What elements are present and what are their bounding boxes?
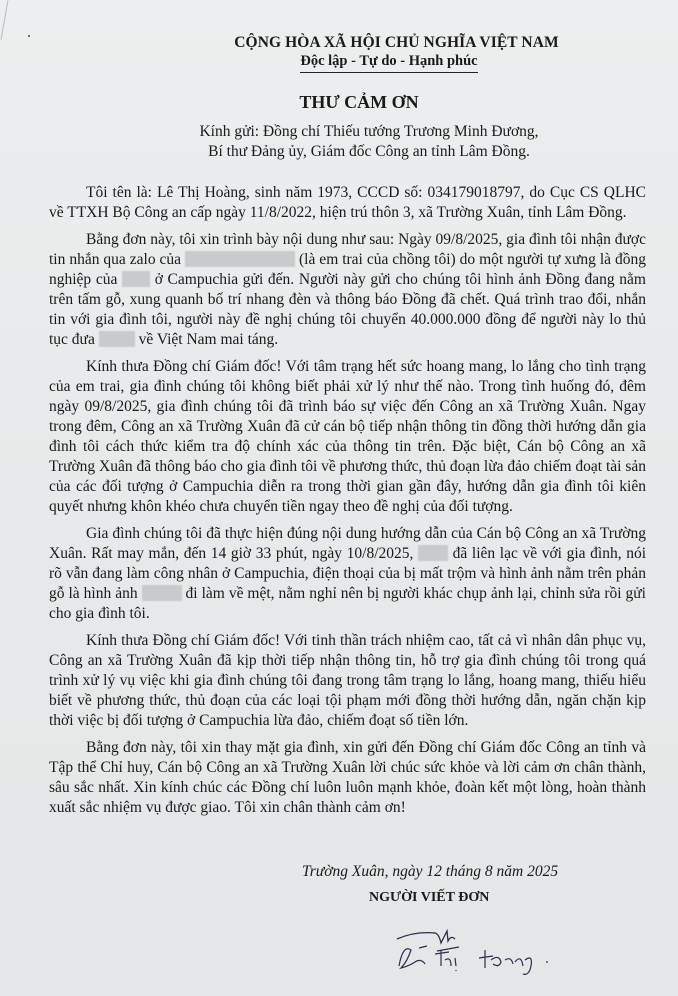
- handwritten-name-icon: [395, 940, 555, 980]
- letter-title: THƯ CẢM ƠN: [299, 92, 419, 112]
- redacted-name: [185, 251, 295, 267]
- paragraph-report: Kính thưa Đồng chí Giám đốc! Với tâm trạng hết sức hoang mang, lo lắng cho tình trạng của em trai, gia đình chúng tôi không biết phải xử lý như thế nào. Trong tình huống đó, đêm ngày 09/8/2025, gia đình chúng tôi đã trình báo sự việc đến Công an xã Trường Xuân. Ngay trong đêm, Công an xã Trường Xuân đã cử cán bộ tiếp nhận thông tin đồng thời hướng dẫn gia đình tôi cách thức kiểm tra độ chính xác của thông tin trên. Đặc biệt, Cán bộ Công an xã Trường Xuân đã thông báo cho gia đình tôi về phương thức, thủ đoạn lừa đảo chiếm đoạt tài sản của các đối tượng ở Campuchia diễn ra trong thời gian gần đây, hướng dẫn gia đình tôi kiên quyết nhưng khôn khéo chưa chuyển tiền ngay theo đề nghị của đối tượng.: [49, 358, 646, 515]
- nation-header: CỘNG HÒA XÃ HỘI CHỦ NGHĨA VIỆT NAM: [234, 34, 559, 51]
- paragraph-intro: Tôi tên là: Lê Thị Hoàng, sinh năm 1973, CCCD số: 034179018797, do Cục CS QLHC về TTXH Bộ Công an cấp ngày 11/8/2022, hiện trú thôn 3, xã Trường Xuân, tỉnh Lâm Đồng.: [49, 184, 646, 221]
- paragraph-text: đi làm về mệt, nằm nghỉ nên bị người khác chụp ảnh lại, chỉnh sửa rồi gửi cho gia đình tôi.: [49, 585, 646, 622]
- paragraph-incident: [49, 230, 646, 350]
- motto-text: Độc lập - Tự do - Hạnh phúc: [300, 53, 477, 73]
- motto: [0, 52, 678, 70]
- paragraph-outcome: [49, 524, 646, 624]
- paragraph-thanks: Bằng đơn này, tôi xin thay mặt gia đình, xin gửi đến Đồng chí Giám đốc Công an tỉnh và Tập thể Chỉ huy, Cán bộ Công an xã Trường Xuân lời chúc sức khỏe và lời cảm ơn chân thành, sâu sắc nhất. Xin kính chúc các Đồng chí luôn luôn mạnh khỏe, đoàn kết một lòng, hoàn thành xuất sắc nhiệm vụ được giao. Tôi xin chân thành cảm ơn!: [49, 739, 646, 816]
- paragraph-text: về Việt Nam mai táng.: [134, 331, 279, 348]
- letter-body: [49, 183, 646, 825]
- redacted-name: [418, 545, 448, 561]
- recipient-line-1: Kính gửi: Đồng chí Thiếu tướng Trương Minh Đương,: [199, 123, 539, 140]
- redacted-name: [142, 585, 182, 601]
- date-line: Trường Xuân, ngày 12 tháng 8 năm 2025: [302, 863, 559, 880]
- letter-header: [0, 33, 678, 70]
- paragraph-praise: Kính thưa Đồng chí Giám đốc! Với tinh thần trách nhiệm cao, tất cả vì nhân dân phục vụ, Công an xã Trường Xuân đã kịp thời tiếp nhận thông tin, hỗ trợ gia đình chúng tôi trong quá trình xử lý vụ việc khi gia đình chúng tôi đang trong tâm trạng lo lắng, hoang mang, thiếu hiểu biết về phương thức, thủ đoạn của các loại tội phạm mới đồng thời hướng dẫn, ngăn chặn kịp thời việc bị đối tượng ở Campuchia lừa đảo, chiếm đoạt số tiền lớn.: [49, 632, 646, 729]
- paragraph-text: Bằng đơn này, tôi xin trình bày nội dung như sau: Ngày 09/8/2025, gia đình tôi nhận được tin nhắn qua zalo của: [49, 231, 646, 268]
- signer-title: NGƯỜI VIẾT ĐƠN: [369, 890, 490, 905]
- redacted-name: [99, 331, 135, 347]
- paragraph-text: (là em trai của chồng tôi) do một người tự xưng là đồng nghiệp của: [49, 251, 646, 288]
- redacted-name: [122, 271, 150, 287]
- paragraph-text: ở Campuchia gửi đến. Người này gửi cho chúng tôi hình ảnh Đồng đang nằm trên tấm gỗ, xung quanh bố trí nhang đèn và thông báo Đồng đã chết. Quá trình trao đổi, nhắn tin với gia đình tôi, người này đề nghị chúng tôi chuyển 40.000.000 đồng để người này lo thủ tục đưa: [49, 271, 646, 348]
- recipient-line-2: Bí thư Đảng ủy, Giám đốc Công an tỉnh Lâm Đồng.: [208, 143, 530, 160]
- recipient-block: [0, 122, 678, 162]
- paragraph-text: Gia đình chúng tôi đã thực hiện đúng nội dung hướng dẫn của Cán bộ Công an xã Trường Xuân. Rất may mắn, đến 14 giờ 33 phút, ngày 10/8/2025,: [49, 525, 646, 562]
- paragraph-text: đã liên lạc về với gia đình, nói rõ vẫn đang làm công nhân ở Campuchia, điện thoại của bị mất trộm và hình ảnh nằm trên phản gỗ là hình ảnh: [49, 545, 646, 602]
